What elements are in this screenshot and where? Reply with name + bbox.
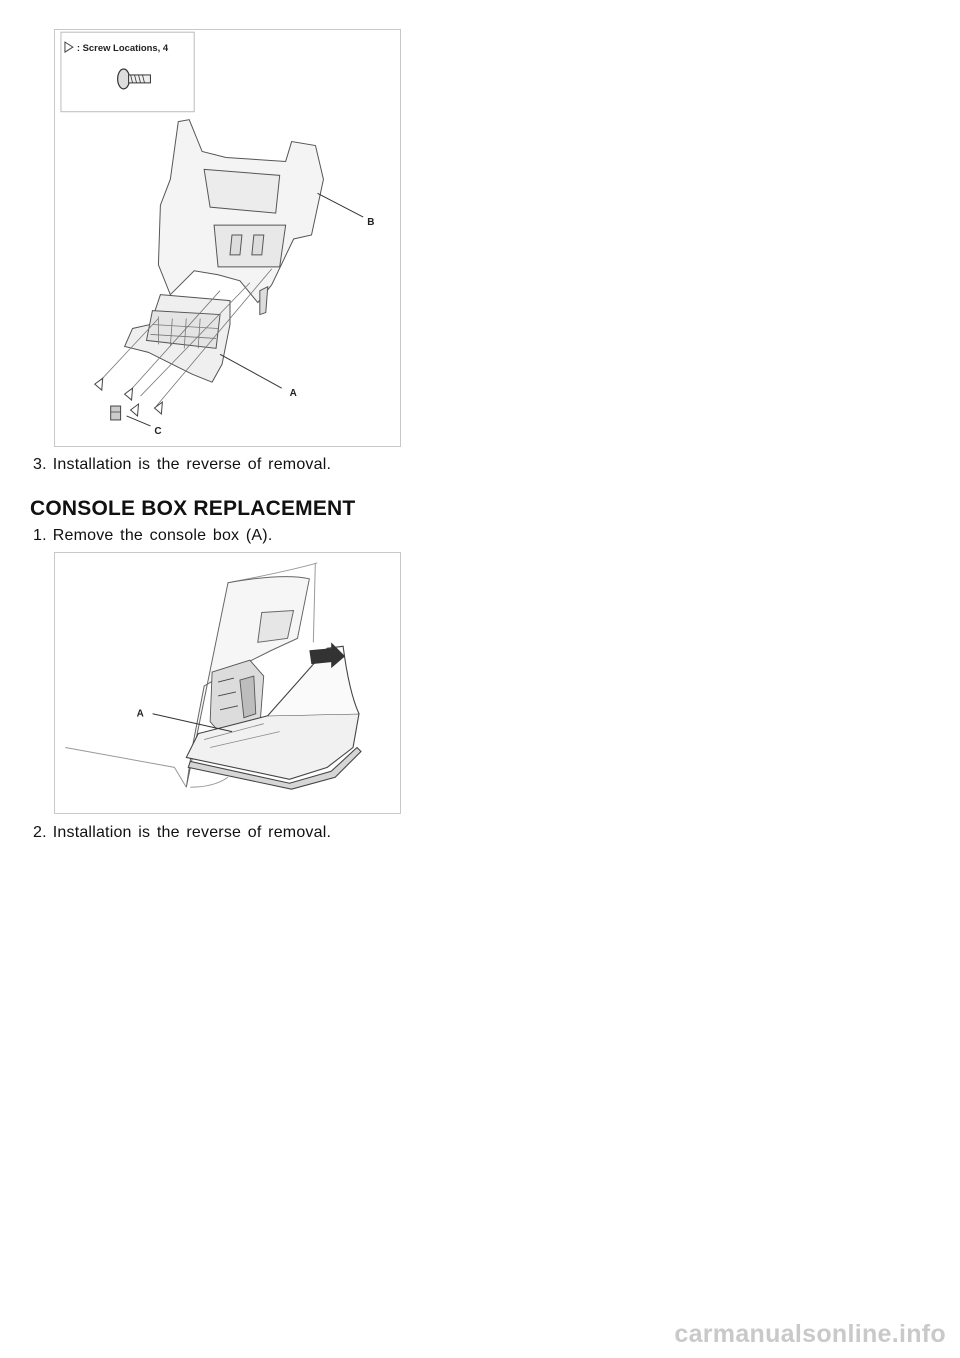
lower-panel-illustration — [55, 30, 400, 446]
step-item — [33, 527, 272, 545]
step-text: Installation is the reverse of removal. — [52, 456, 332, 473]
step-number: 3. — [33, 456, 47, 473]
panel-b-drawing — [158, 120, 323, 315]
step-text: Remove the console box (A). — [52, 527, 273, 544]
callout-c: C — [154, 425, 162, 437]
step-number: 2. — [33, 824, 47, 841]
watermark-text: carmanualsonline.info — [674, 1320, 946, 1348]
legend-text: : Screw Locations, 4 — [76, 43, 169, 55]
console-box-illustration — [55, 553, 400, 813]
step-item — [33, 456, 331, 474]
section-heading: CONSOLE BOX REPLACEMENT — [30, 497, 356, 520]
step-item — [33, 824, 331, 842]
console-box-diagram — [54, 552, 401, 814]
callout-a: A — [289, 388, 297, 400]
lower-panel-diagram — [54, 29, 401, 447]
callout-b: B — [367, 217, 375, 229]
step-number: 1. — [33, 527, 47, 544]
clip-c-drawing — [111, 406, 121, 420]
callout-a: A — [136, 708, 144, 720]
step-text: Installation is the reverse of removal. — [52, 824, 332, 841]
